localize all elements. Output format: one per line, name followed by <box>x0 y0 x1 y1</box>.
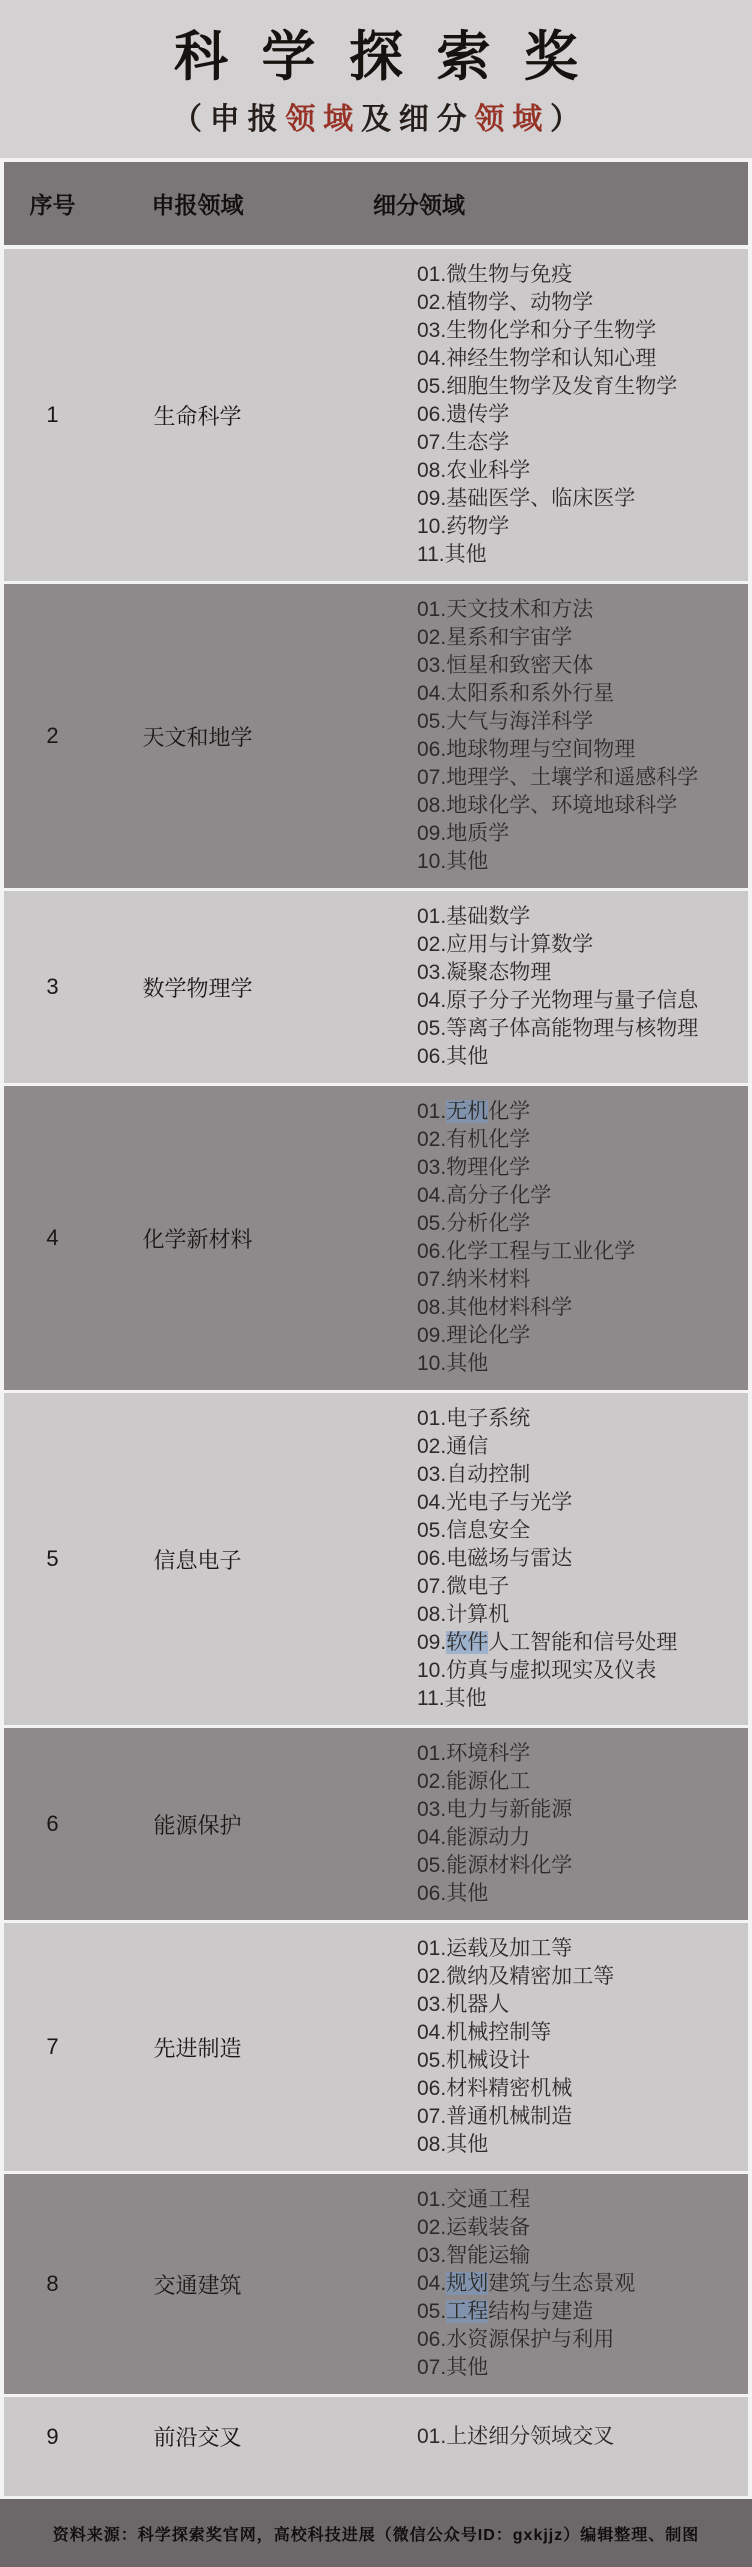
row-number: 2 <box>46 723 59 748</box>
subfield-item: 03.物理化学 <box>417 1156 531 1179</box>
row-number: 8 <box>46 2271 59 2296</box>
subfield-item: 05.大气与海洋科学 <box>417 710 594 733</box>
subfield-item: 05.机械设计 <box>417 2049 531 2072</box>
subfield-item: 05.工程结构与建造 <box>417 2300 594 2323</box>
subfield-item: 04.机械控制等 <box>417 2021 552 2044</box>
row-number: 7 <box>46 2034 59 2059</box>
highlighted-text: 软件 <box>446 1631 489 1654</box>
application-field: 能源保护 <box>153 1812 242 1838</box>
subfield-list <box>294 596 748 876</box>
subfield-item: 07.纳米材料 <box>417 1268 531 1291</box>
table-row <box>0 1086 752 1393</box>
subfield-item: 03.自动控制 <box>417 1463 531 1486</box>
table-row <box>0 2397 752 2499</box>
subfield-list <box>294 1405 748 1713</box>
subfield-item: 01.运载及加工等 <box>417 1937 573 1960</box>
subfield-item: 04.高分子化学 <box>417 1184 552 1207</box>
subfield-item: 04.能源动力 <box>417 1826 531 1849</box>
subfield-item: 01.天文技术和方法 <box>417 598 594 621</box>
subfield-item: 04.规划建筑与生态景观 <box>417 2272 636 2295</box>
subfield-item: 02.植物学、动物学 <box>417 291 594 314</box>
subfield-item: 07.地理学、土壤学和遥感科学 <box>417 766 699 789</box>
table-header-row <box>0 158 752 249</box>
subfield-item: 08.其他材料科学 <box>417 1296 573 1319</box>
application-field: 化学新材料 <box>142 1226 253 1252</box>
subfield-item: 11.其他 <box>417 543 487 566</box>
subfield-item: 03.机器人 <box>417 1993 510 2016</box>
application-field: 前沿交叉 <box>153 2425 242 2450</box>
subfield-item: 01.环境科学 <box>417 1742 531 1765</box>
subfield-item: 02.应用与计算数学 <box>417 933 594 956</box>
highlighted-text: 工程 <box>446 2300 489 2323</box>
subfield-item: 01.电子系统 <box>417 1407 531 1430</box>
subfield-item: 06.遗传学 <box>417 403 510 426</box>
subfield-item: 09.基础医学、临床医学 <box>417 487 636 510</box>
table-row <box>0 1728 752 1923</box>
source-credit: 资料来源：科学探索奖官网，高校科技进展（微信公众号ID：gxkjjz）编辑整理、制图 <box>52 2526 700 2544</box>
subfield-item: 01.交通工程 <box>417 2188 531 2211</box>
subfield-item: 04.神经生物学和认知心理 <box>417 347 657 370</box>
subfield-item: 02.通信 <box>417 1435 489 1458</box>
column-header-subfields: 细分领域 <box>373 192 465 218</box>
application-field: 先进制造 <box>153 2035 242 2061</box>
application-field: 交通建筑 <box>153 2272 242 2298</box>
subfield-item: 09.软件人工智能和信号处理 <box>417 1631 678 1654</box>
subfield-item: 08.农业科学 <box>417 459 531 482</box>
subfield-item: 07.微电子 <box>417 1575 510 1598</box>
row-number: 6 <box>46 1811 59 1836</box>
column-header-number: 序号 <box>29 192 76 218</box>
title-block <box>0 0 752 158</box>
subfield-item: 07.其他 <box>417 2356 489 2379</box>
subfield-item: 10.仿真与虚拟现实及仪表 <box>417 1659 657 1682</box>
highlighted-text: 规划 <box>446 2272 489 2295</box>
subfield-item: 02.能源化工 <box>417 1770 531 1793</box>
subfield-item: 05.信息安全 <box>417 1519 531 1542</box>
subfield-item: 08.其他 <box>417 2133 489 2156</box>
subfield-list <box>294 261 748 569</box>
table-row <box>0 584 752 891</box>
subfield-list <box>294 2186 748 2382</box>
subfield-item: 02.有机化学 <box>417 1128 531 1151</box>
subfield-list <box>294 2423 748 2451</box>
subfield-item: 04.原子分子光物理与量子信息 <box>417 989 699 1012</box>
subfield-item: 09.地质学 <box>417 822 510 845</box>
subfield-item: 06.材料精密机械 <box>417 2077 573 2100</box>
subfield-item: 07.生态学 <box>417 431 510 454</box>
subfield-item: 08.地球化学、环境地球科学 <box>417 794 678 817</box>
subfield-item: 06.电磁场与雷达 <box>417 1547 573 1570</box>
table-row <box>0 2174 752 2397</box>
subfield-item: 10.药物学 <box>417 515 510 538</box>
table-row <box>0 249 752 584</box>
row-number: 1 <box>46 402 59 427</box>
subfield-list <box>294 1740 748 1908</box>
row-number: 4 <box>46 1225 59 1250</box>
subtitle-part: （申报 <box>171 103 286 136</box>
subfield-item: 04.太阳系和系外行星 <box>417 682 615 705</box>
table-body <box>0 249 752 2499</box>
subfield-item: 09.理论化学 <box>417 1324 531 1347</box>
row-number: 5 <box>46 1546 59 1571</box>
application-field: 数学物理学 <box>142 975 253 1001</box>
page-title: 科学探索奖 <box>174 27 612 87</box>
table-row <box>0 891 752 1086</box>
row-number: 3 <box>46 974 59 999</box>
column-header-field: 申报领域 <box>151 192 244 218</box>
subfield-list <box>294 1935 748 2159</box>
subfield-item: 07.普通机械制造 <box>417 2105 573 2128</box>
subfield-item: 02.星系和宇宙学 <box>417 626 573 649</box>
subfield-item: 02.微纳及精密加工等 <box>417 1965 615 1988</box>
subfield-item: 03.生物化学和分子生物学 <box>417 319 657 342</box>
subfield-item: 03.电力与新能源 <box>417 1798 573 1821</box>
highlighted-text: 无机 <box>446 1100 489 1123</box>
subfield-item: 01.微生物与免疫 <box>417 263 573 286</box>
subfield-item: 05.细胞生物学及发育生物学 <box>417 375 678 398</box>
footer-bar <box>0 2499 752 2567</box>
subfield-item: 05.能源材料化学 <box>417 1854 573 1877</box>
subfield-item: 03.恒星和致密天体 <box>417 654 594 677</box>
subtitle-part: 及细分 <box>360 103 475 136</box>
subtitle-part: 领域 <box>285 103 361 136</box>
page-subtitle <box>0 102 752 138</box>
subfield-list <box>294 903 748 1071</box>
subfield-item: 06.化学工程与工业化学 <box>417 1240 636 1263</box>
subfield-item: 05.等离子体高能物理与核物理 <box>417 1017 699 1040</box>
application-field: 信息电子 <box>153 1547 242 1573</box>
subfield-item: 01.基础数学 <box>417 905 531 928</box>
subfield-item: 03.智能运输 <box>417 2244 531 2267</box>
subtitle-part: 领域 <box>474 103 550 136</box>
table-row <box>0 1393 752 1728</box>
subfield-item: 10.其他 <box>417 1352 489 1375</box>
subfield-item: 06.水资源保护与利用 <box>417 2328 615 2351</box>
table-row <box>0 1923 752 2174</box>
subfield-item: 06.地球物理与空间物理 <box>417 738 636 761</box>
subfield-item: 05.分析化学 <box>417 1212 531 1235</box>
subfield-item: 04.光电子与光学 <box>417 1491 573 1514</box>
application-field: 天文和地学 <box>142 724 253 750</box>
row-number: 9 <box>46 2423 59 2449</box>
subfield-item: 11.其他 <box>417 1687 487 1710</box>
subfield-item: 08.计算机 <box>417 1603 510 1626</box>
subfield-item: 10.其他 <box>417 850 489 873</box>
subfield-item: 01.无机化学 <box>417 1100 531 1123</box>
subfield-item: 06.其他 <box>417 1882 489 1905</box>
subfield-item: 03.凝聚态物理 <box>417 961 552 984</box>
subfield-item: 06.其他 <box>417 1045 489 1068</box>
subfield-list <box>294 1098 748 1378</box>
subtitle-part: ） <box>550 103 588 136</box>
subfield-item: 02.运载装备 <box>417 2216 531 2239</box>
subfield-item: 01.上述细分领域交叉 <box>417 2424 615 2448</box>
application-field: 生命科学 <box>153 403 242 429</box>
